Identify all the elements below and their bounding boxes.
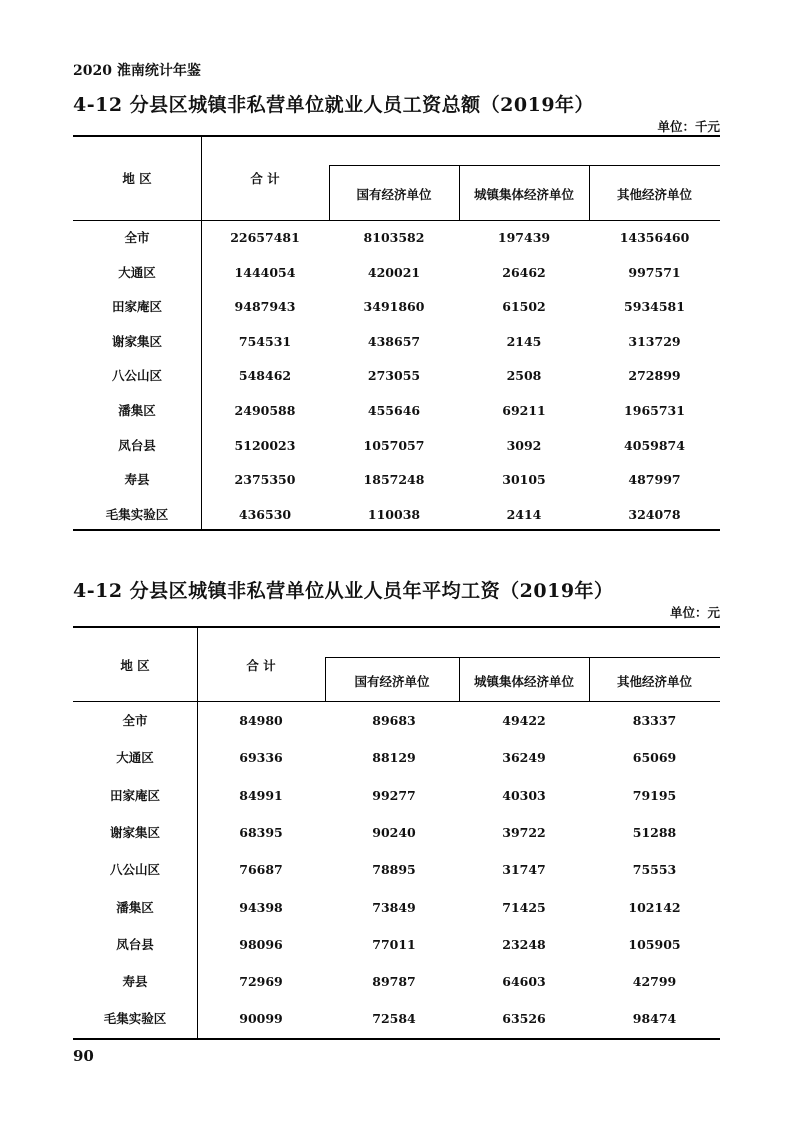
total-cell: 76687 (239, 862, 283, 878)
urban-collective-cell: 2145 (506, 333, 542, 349)
header-state-owned: 国有经济单位 (354, 674, 430, 689)
urban-collective-cell: 30105 (502, 472, 546, 488)
table-row (73, 748, 720, 768)
other-cell: 313729 (628, 333, 681, 349)
other-cell: 75553 (632, 862, 677, 878)
other-cell: 51288 (632, 824, 677, 840)
total-cell: 5120023 (234, 437, 296, 453)
header-total: 合 计 (250, 171, 280, 186)
total-cell: 98096 (239, 936, 283, 952)
state-owned-cell: 1857248 (363, 472, 425, 488)
table-row (73, 297, 720, 317)
total-cell: 2375350 (234, 472, 296, 488)
region-cell: 谢家集区 (111, 333, 162, 349)
urban-collective-cell: 2414 (506, 506, 542, 522)
urban-collective-cell: 61502 (502, 299, 546, 315)
table-row (73, 972, 720, 992)
subheader-rule (325, 657, 720, 658)
header-other: 其他经济单位 (616, 187, 692, 202)
state-owned-cell: 438657 (367, 333, 421, 349)
table-top-rule (73, 135, 720, 137)
header-bottom-rule (73, 220, 720, 221)
state-owned-cell: 420021 (367, 264, 421, 280)
subheader-rule (329, 165, 720, 166)
urban-collective-cell: 64603 (502, 974, 546, 990)
region-cell: 大通区 (116, 750, 154, 766)
other-cell: 997571 (628, 264, 681, 280)
total-cell: 1444054 (234, 264, 296, 280)
region-cell: 寿县 (122, 974, 148, 990)
table-row (73, 401, 720, 421)
total-cell: 22657481 (230, 230, 300, 245)
region-cell: 田家庵区 (109, 787, 160, 803)
table-row (73, 711, 720, 731)
table-top-rule (73, 626, 720, 628)
table-row (73, 263, 720, 283)
urban-collective-cell: 40303 (502, 787, 546, 803)
state-owned-cell: 8103582 (363, 230, 425, 245)
table-row (73, 935, 720, 955)
urban-collective-cell: 69211 (502, 403, 546, 418)
state-owned-cell: 110038 (367, 506, 421, 522)
state-owned-cell: 90240 (372, 824, 416, 840)
total-cell: 2490588 (234, 403, 296, 418)
other-cell: 272899 (628, 368, 681, 384)
table-row (73, 786, 720, 806)
urban-collective-cell: 39722 (502, 824, 546, 840)
total-cell: 84980 (239, 713, 283, 728)
state-owned-cell: 99277 (372, 787, 416, 803)
total-cell: 84991 (239, 787, 283, 803)
other-cell: 98474 (632, 1011, 677, 1027)
region-cell: 毛集实验区 (105, 506, 169, 522)
urban-collective-cell: 2508 (506, 368, 542, 384)
urban-collective-cell: 23248 (502, 936, 546, 952)
header-region: 地 区 (120, 658, 150, 673)
table-1 (73, 135, 720, 531)
total-cell: 436530 (238, 506, 292, 522)
state-owned-cell: 89683 (372, 713, 416, 728)
header-urban-collective: 城镇集体经济单位 (473, 674, 574, 689)
table-row (73, 1009, 720, 1029)
header-total: 合 计 (246, 658, 276, 673)
table-row (73, 898, 720, 918)
table-row (73, 366, 720, 386)
table-2 (73, 626, 720, 1040)
other-cell: 14356460 (619, 230, 690, 245)
other-cell: 5934581 (624, 299, 685, 315)
table-bottom-rule (73, 1038, 720, 1040)
urban-collective-cell: 26462 (502, 264, 546, 280)
table-row (73, 332, 720, 352)
state-owned-cell: 78895 (372, 862, 416, 878)
region-cell: 凤台县 (118, 437, 156, 453)
other-cell: 324078 (628, 506, 681, 522)
total-cell: 9487943 (234, 299, 296, 315)
region-cell: 大通区 (118, 264, 156, 280)
state-owned-cell: 72584 (372, 1011, 416, 1027)
state-owned-cell: 73849 (372, 899, 416, 915)
urban-collective-cell: 3092 (506, 437, 542, 453)
other-cell: 83337 (632, 713, 677, 728)
state-owned-cell: 77011 (372, 936, 416, 952)
state-owned-cell: 1057057 (363, 437, 425, 453)
header-region: 地 区 (122, 171, 152, 186)
table-row (73, 860, 720, 880)
book-title: 2020 淮南统计年鉴 (73, 63, 201, 79)
table-bottom-rule (73, 529, 720, 531)
table-1-unit: 单位：千元 (657, 119, 720, 134)
table-row (73, 436, 720, 456)
table-2-title: 4-12 分县区城镇非私营单位从业人员年平均工资（2019年） (73, 580, 614, 602)
table-2-unit: 单位：元 (669, 605, 720, 620)
region-cell: 全市 (124, 230, 150, 245)
region-cell: 寿县 (124, 472, 150, 488)
region-cell: 八公山区 (109, 862, 160, 878)
header-state-owned: 国有经济单位 (356, 187, 432, 202)
region-cell: 潘集区 (118, 403, 156, 418)
other-cell: 105905 (628, 936, 681, 952)
table-row (73, 470, 720, 490)
region-cell: 八公山区 (111, 368, 162, 384)
state-owned-cell: 88129 (372, 750, 416, 766)
urban-collective-cell: 49422 (502, 713, 546, 728)
table-row (73, 823, 720, 843)
region-cell: 田家庵区 (111, 299, 162, 315)
total-cell: 548462 (238, 368, 292, 384)
region-cell: 毛集实验区 (103, 1011, 167, 1027)
state-owned-cell: 3491860 (363, 299, 425, 315)
state-owned-cell: 273055 (367, 368, 421, 384)
other-cell: 1965731 (624, 403, 685, 418)
urban-collective-cell: 71425 (502, 899, 546, 915)
urban-collective-cell: 197439 (497, 230, 551, 245)
other-cell: 4059874 (624, 437, 685, 453)
urban-collective-cell: 63526 (502, 1011, 546, 1027)
region-cell: 谢家集区 (109, 824, 160, 840)
total-cell: 754531 (238, 333, 292, 349)
total-cell: 72969 (239, 974, 283, 990)
other-cell: 65069 (632, 750, 677, 766)
other-cell: 102142 (628, 899, 681, 915)
table-row (73, 228, 720, 248)
urban-collective-cell: 36249 (502, 750, 546, 766)
region-cell: 潘集区 (116, 899, 154, 915)
table-row (73, 505, 720, 525)
total-cell: 69336 (239, 750, 283, 766)
region-cell: 凤台县 (116, 936, 154, 952)
state-owned-cell: 455646 (367, 403, 421, 418)
total-cell: 90099 (239, 1011, 283, 1027)
region-cell: 全市 (122, 713, 148, 728)
other-cell: 79195 (632, 787, 677, 803)
table-1-title: 4-12 分县区城镇非私营单位就业人员工资总额（2019年） (73, 94, 595, 116)
header-bottom-rule (73, 701, 720, 702)
total-cell: 68395 (239, 824, 283, 840)
page-number: 90 (73, 1047, 94, 1065)
state-owned-cell: 89787 (372, 974, 416, 990)
other-cell: 487997 (628, 472, 681, 488)
other-cell: 42799 (632, 974, 677, 990)
urban-collective-cell: 31747 (502, 862, 546, 878)
header-urban-collective: 城镇集体经济单位 (473, 187, 574, 202)
header-other: 其他经济单位 (616, 674, 692, 689)
total-cell: 94398 (239, 899, 283, 915)
